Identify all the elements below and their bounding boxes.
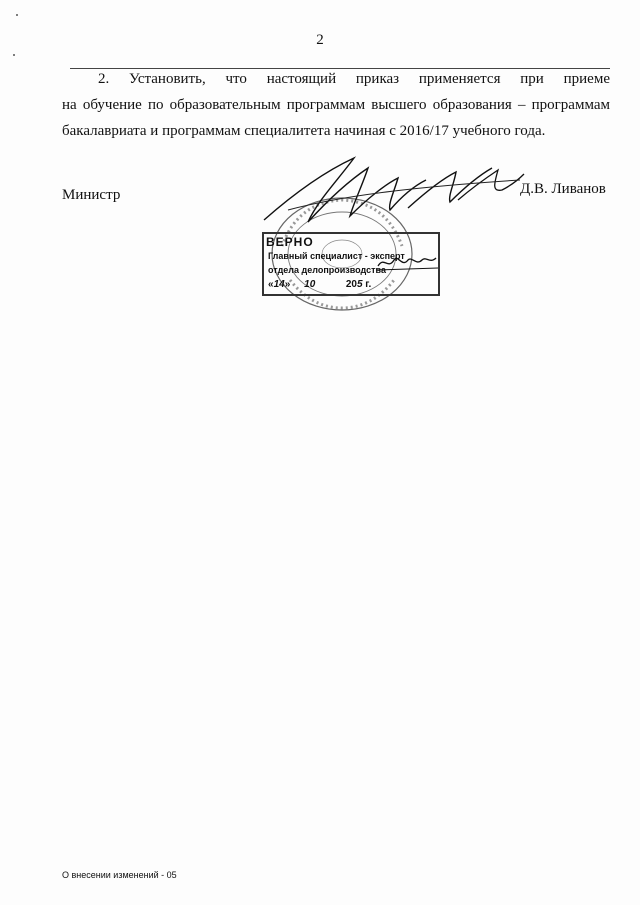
stamp-date-year-prefix: 20 bbox=[345, 279, 357, 290]
page-number: 2 bbox=[316, 32, 324, 48]
handwritten-signature bbox=[258, 150, 528, 230]
scan-speck bbox=[13, 54, 15, 56]
signatory-title: Министр bbox=[62, 187, 121, 203]
stamp-position: Главный специалист - эксперт bbox=[268, 251, 405, 261]
stamp-department: отдела делопроизводства bbox=[268, 265, 386, 275]
scan-speck bbox=[16, 14, 18, 16]
body-paragraph bbox=[62, 66, 610, 144]
certification-stamp bbox=[262, 232, 440, 296]
stamp-date-g: г. bbox=[365, 279, 372, 290]
stamp-verno: ВЕРНО bbox=[266, 235, 314, 249]
stamp-date-year-suffix: 5 bbox=[356, 279, 363, 290]
paragraph-line-1: 2. Установить, что настоящий приказ применяется при приеме bbox=[98, 71, 610, 87]
signatory-name: Д.В. Ливанов bbox=[520, 181, 606, 197]
stamp-date: «14» 10 205 г. bbox=[268, 279, 372, 290]
footer-note: О внесении изменений - 05 bbox=[62, 870, 177, 880]
stamp-date-month: 10 bbox=[304, 279, 316, 290]
stamp-date-day: 14 bbox=[273, 279, 285, 290]
paragraph-continuation: на обучение по образовательным программам высшего образования – программам бакалавриата и программам специалитета начиная с 2016/17 учебного года. bbox=[62, 97, 610, 139]
stamp-signature-icon bbox=[376, 252, 438, 272]
